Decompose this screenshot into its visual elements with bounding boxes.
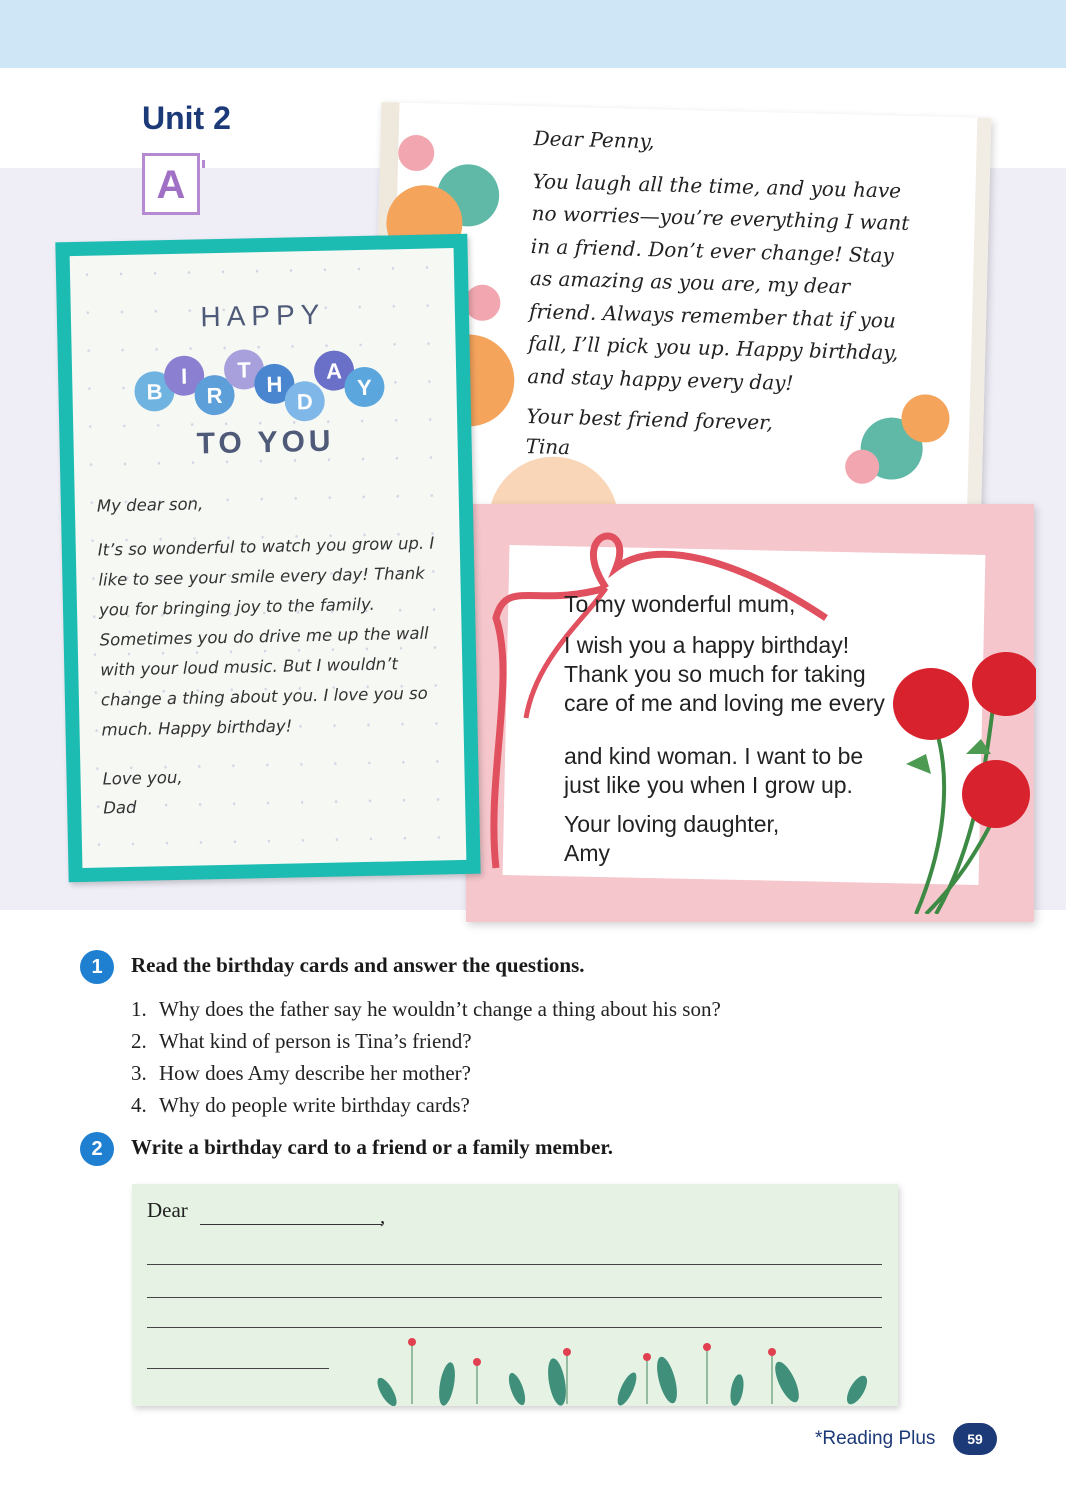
page-number: 59 bbox=[953, 1423, 997, 1455]
card-amy bbox=[466, 504, 1034, 922]
dad-closing: Love you, bbox=[102, 767, 183, 789]
question-item: 4. Why do people write birthday cards? bbox=[131, 1093, 470, 1117]
dear-label: Dear bbox=[147, 1198, 188, 1222]
question-item: 1. Why does the father say he wouldn’t change a thing about his son? bbox=[131, 997, 721, 1021]
exercise-1-heading: Read the birthday cards and answer the questions. bbox=[131, 953, 585, 977]
balloon-letter: H bbox=[266, 371, 283, 397]
card-dad-inner bbox=[70, 248, 467, 868]
exercise-2-badge: 2 bbox=[80, 1132, 114, 1166]
writing-line[interactable] bbox=[147, 1264, 882, 1265]
writing-line[interactable] bbox=[147, 1297, 882, 1298]
writing-line[interactable] bbox=[147, 1368, 329, 1369]
banner-happy: HAPPY bbox=[200, 298, 326, 333]
amy-salutation: To my wonderful mum, bbox=[564, 591, 796, 617]
amy-body-2: and kind woman. I want to be just like you when I grow up. bbox=[564, 743, 864, 798]
tina-signature: Tina bbox=[525, 433, 571, 460]
tina-salutation: Dear Penny, bbox=[533, 126, 655, 154]
balloon-letter: A bbox=[325, 358, 343, 384]
decor-dot bbox=[398, 135, 435, 172]
balloon-letter: T bbox=[237, 357, 252, 383]
question-list bbox=[131, 993, 721, 1121]
tina-closing: Your best friend forever, bbox=[526, 403, 774, 435]
balloon-letter: I bbox=[180, 363, 188, 389]
tina-letter bbox=[525, 122, 924, 473]
recipient-blank[interactable] bbox=[200, 1224, 382, 1225]
footer-label: *Reading Plus bbox=[815, 1428, 936, 1449]
balloon-letter: Y bbox=[356, 374, 373, 401]
question-item: 3. How does Amy describe her mother? bbox=[131, 1061, 471, 1085]
exercise-2-heading: Write a birthday card to a friend or a family member. bbox=[131, 1135, 613, 1159]
amy-closing: Your loving daughter, bbox=[564, 811, 780, 837]
question-item: 2. What kind of person is Tina’s friend? bbox=[131, 1029, 472, 1053]
balloons-icon bbox=[131, 331, 393, 436]
decor-dot bbox=[464, 284, 501, 321]
amy-body-1: I wish you a happy birthday! Thank you so much for taking care of me and loving me every bbox=[564, 632, 885, 716]
amy-letter bbox=[564, 590, 894, 868]
comma: , bbox=[380, 1204, 386, 1228]
dad-letter bbox=[97, 484, 449, 823]
banner-to-you: TO YOU bbox=[196, 424, 335, 461]
carnation-flowers-icon bbox=[886, 644, 1036, 914]
top-color-band bbox=[0, 0, 1066, 68]
exercise-1-badge: 1 bbox=[80, 950, 114, 984]
writing-line[interactable] bbox=[147, 1327, 882, 1328]
flowers-decoration-icon bbox=[367, 1334, 887, 1406]
unit-title: Unit 2 bbox=[142, 100, 231, 136]
section-badge: A bbox=[142, 153, 200, 215]
balloon-letter: R bbox=[206, 382, 223, 409]
dad-salutation: My dear son, bbox=[96, 494, 204, 516]
dad-body: It’s so wonderful to watch you grow up. I like to see your smile every day! Thank you for bringing joy to the family. Sometimes you do drive me up the wall with your loud music. But I wouldn’t change a thing about you. I love you so much. Happy birthday! bbox=[97, 533, 435, 740]
card-dad bbox=[55, 234, 480, 882]
dad-signature: Dad bbox=[103, 797, 137, 818]
tina-body: You laugh all the time, and you have no worries—you’re everything I want in a friend. Don’t ever change! Stay as amazing as you are, my dear friend. Always remember that if you fall, I’ll pick you up. Happy birthday, and stay happy every day! bbox=[527, 168, 910, 395]
writing-area[interactable] bbox=[132, 1184, 898, 1406]
amy-signature: Amy bbox=[564, 840, 610, 866]
balloon-letter: D bbox=[296, 389, 313, 415]
balloon-letter: B bbox=[146, 379, 163, 405]
